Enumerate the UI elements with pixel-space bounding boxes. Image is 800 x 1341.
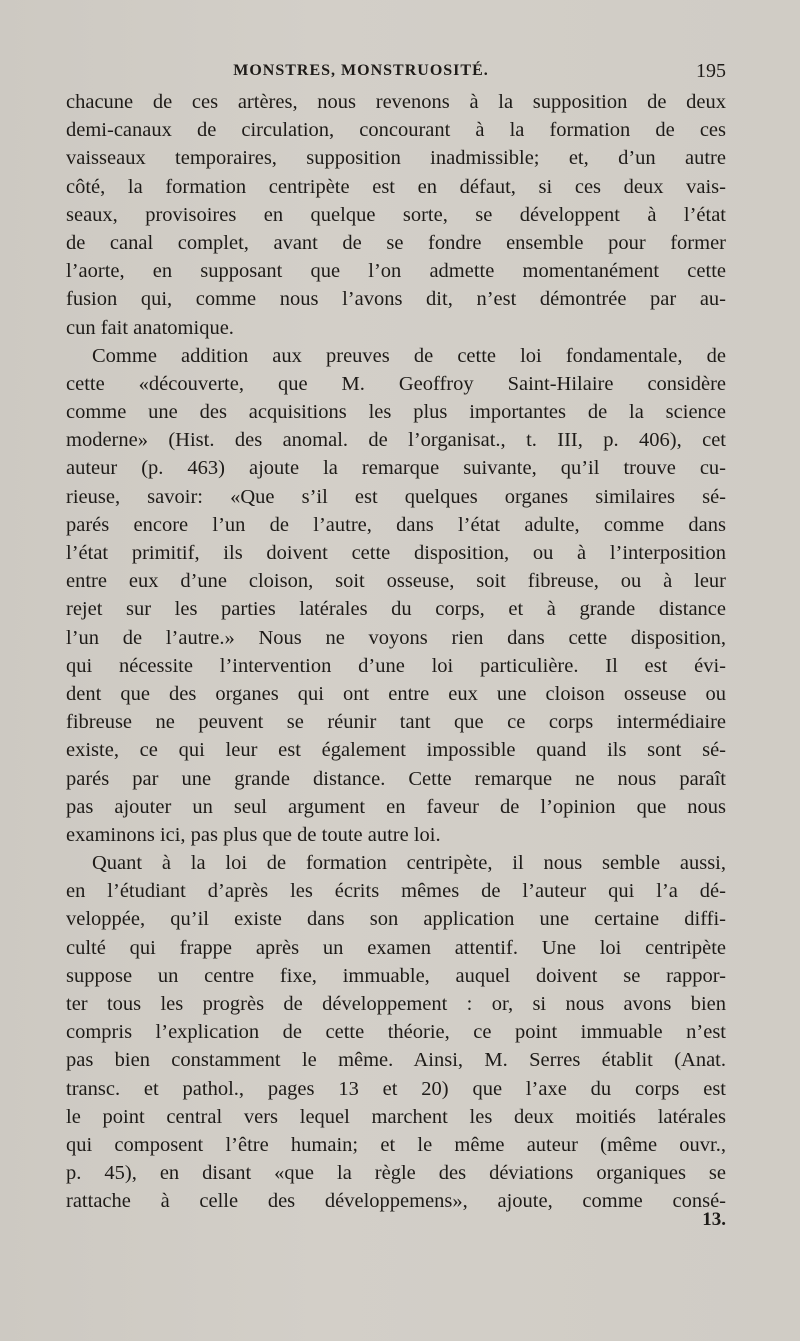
- text-line: l’un de l’autre.» Nous ne voyons rien dans cette disposition,: [66, 626, 726, 649]
- text-line: parés par une grande distance. Cette remarque ne nous paraît: [66, 767, 726, 790]
- running-head: [66, 58, 726, 84]
- page-number: 195: [696, 60, 726, 82]
- text-line: de canal complet, avant de se fondre ensemble pour former: [66, 231, 726, 254]
- text-line: p. 45), en disant «que la règle des déviations organiques se: [66, 1162, 726, 1185]
- text-line: demi-canaux de circulation, concourant à la formation de ces: [66, 119, 726, 142]
- text-line: culté qui frappe après un examen attentif. Une loi centripète: [66, 936, 726, 959]
- text-line: côté, la formation centripète est en défaut, si ces deux vais-: [66, 175, 726, 198]
- text-line: comme une des acquisitions les plus importantes de la science: [66, 401, 726, 424]
- text-line: Quant à la loi de formation centripète, il nous semble aussi,: [92, 852, 726, 875]
- text-line: pas ajouter un seul argument en faveur de l’opinion que nous: [66, 795, 726, 818]
- text-line: auteur (p. 463) ajoute la remarque suivante, qu’il trouve cu-: [66, 457, 726, 480]
- text-line: ter tous les progrès de développement : or, si nous avons bien: [66, 993, 726, 1015]
- text-line: entre eux d’une cloison, soit osseuse, soit fibreuse, ou à leur: [66, 570, 726, 593]
- text-line: rattache à celle des développemens», ajoute, comme consé-: [66, 1190, 726, 1213]
- text-line: dent que des organes qui ont entre eux une cloison osseuse ou: [66, 682, 726, 705]
- running-title: MONSTRES, MONSTRUOSITÉ.: [233, 62, 489, 79]
- text-line: moderne» (Hist. des anomal. de l’organisat., t. III, p. 406), cet: [66, 429, 726, 452]
- text-line: rieuse, savoir: «Que s’il est quelques organes similaires sé-: [66, 485, 726, 508]
- body-text: [66, 88, 726, 1216]
- text-line: rejet sur les parties latérales du corps, et à grande distance: [66, 598, 726, 621]
- text-line: fusion qui, comme nous l’avons dit, n’est démontrée par au-: [66, 288, 726, 311]
- text-line: veloppée, qu’il existe dans son application une certaine diffi-: [66, 908, 726, 931]
- text-line: transc. et pathol., pages 13 et 20) que l’axe du corps est: [66, 1077, 726, 1100]
- text-line: cun fait anatomique.: [66, 316, 234, 339]
- text-line: qui composent l’être humain; et le même auteur (même ouvr.,: [66, 1133, 726, 1156]
- text-line: l’aorte, en supposant que l’on admette momentanément cette: [66, 260, 726, 283]
- text-line: l’état primitif, ils doivent cette disposition, ou à l’interposition: [66, 542, 726, 564]
- text-line: en l’étudiant d’après les écrits mêmes de l’auteur qui l’a dé-: [66, 880, 726, 903]
- text-line: examinons ici, pas plus que de toute autre loi.: [66, 823, 441, 846]
- text-line: parés encore l’un de l’autre, dans l’état adulte, comme dans: [66, 513, 726, 536]
- text-line: pas bien constamment le même. Ainsi, M. Serres établit (Anat.: [66, 1049, 726, 1072]
- text-line: Comme addition aux preuves de cette loi fondamentale, de: [92, 344, 726, 367]
- text-line: existe, ce qui leur est également impossible quand ils sont sé-: [66, 739, 726, 762]
- text-line: qui nécessite l’intervention d’une loi particulière. Il est évi-: [66, 654, 726, 677]
- text-line: le point central vers lequel marchent les deux moitiés latérales: [66, 1105, 726, 1128]
- text-line: cette «découverte, que M. Geoffroy Saint-Hilaire considère: [66, 372, 726, 395]
- text-line: fibreuse ne peuvent se réunir tant que ce corps intermédiaire: [66, 711, 726, 734]
- text-line: suppose un centre fixe, immuable, auquel doivent se rappor-: [66, 964, 726, 987]
- text-line: vaisseaux temporaires, supposition inadmissible; et, d’un autre: [66, 147, 726, 170]
- text-line: seaux, provisoires en quelque sorte, se développent à l’état: [66, 203, 726, 226]
- text-line: chacune de ces artères, nous revenons à la supposition de deux: [66, 91, 726, 113]
- signature-mark: 13.: [702, 1209, 726, 1230]
- text-line: compris l’explication de cette théorie, ce point immuable n’est: [66, 1021, 726, 1044]
